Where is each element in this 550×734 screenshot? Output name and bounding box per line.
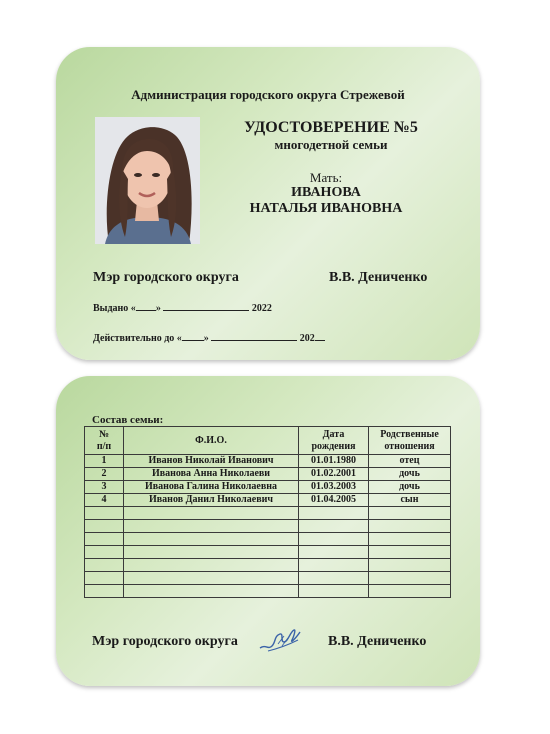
table-row bbox=[85, 481, 451, 494]
empty-cell bbox=[124, 572, 299, 585]
empty-cell bbox=[369, 507, 451, 520]
table-row bbox=[85, 468, 451, 481]
empty-cell bbox=[85, 546, 124, 559]
family-table-header bbox=[85, 427, 451, 455]
mother-given-names: НАТАЛЬЯ ИВАНОВНА bbox=[249, 201, 403, 216]
row-number: 3 bbox=[85, 481, 124, 494]
header-full-name: Ф.И.О. bbox=[124, 427, 299, 455]
row-full-name: Иванов Данил Николаевич bbox=[124, 494, 299, 507]
certificate-title: УДОСТОВЕРЕНИЕ №5 bbox=[244, 119, 418, 136]
mayor-label: Мэр городского округа bbox=[93, 270, 239, 285]
row-number: 2 bbox=[85, 468, 124, 481]
empty-cell bbox=[85, 533, 124, 546]
empty-cell bbox=[124, 520, 299, 533]
table-row-empty bbox=[85, 585, 451, 598]
empty-cell bbox=[85, 520, 124, 533]
row-birth-date: 01.03.2003 bbox=[299, 481, 369, 494]
row-relation: дочь bbox=[369, 481, 451, 494]
valid-year-blank bbox=[315, 331, 325, 341]
issued-year: 2022 bbox=[251, 303, 272, 314]
empty-cell bbox=[85, 507, 124, 520]
valid-year: 202 bbox=[299, 333, 315, 344]
mother-surname: ИВАНОВА bbox=[291, 185, 361, 200]
row-full-name: Иванов Николай Иванович bbox=[124, 455, 299, 468]
empty-cell bbox=[124, 533, 299, 546]
table-row-empty bbox=[85, 546, 451, 559]
empty-cell bbox=[299, 585, 369, 598]
issued-day-blank bbox=[136, 301, 156, 311]
row-birth-date: 01.01.1980 bbox=[299, 455, 369, 468]
row-full-name: Иванова Анна Николаеви bbox=[124, 468, 299, 481]
empty-cell bbox=[299, 559, 369, 572]
empty-cell bbox=[369, 546, 451, 559]
empty-cell bbox=[299, 546, 369, 559]
empty-cell bbox=[124, 546, 299, 559]
empty-cell bbox=[369, 572, 451, 585]
table-row-empty bbox=[85, 520, 451, 533]
empty-cell bbox=[124, 585, 299, 598]
row-relation: сын bbox=[369, 494, 451, 507]
table-row-empty bbox=[85, 533, 451, 546]
certificate-front-card bbox=[56, 47, 480, 360]
table-row-empty bbox=[85, 559, 451, 572]
header-number: № п/п bbox=[85, 427, 124, 455]
signature-image bbox=[258, 624, 302, 654]
family-composition-caption: Состав семьи: bbox=[92, 414, 164, 426]
empty-cell bbox=[299, 507, 369, 520]
mayor-label-back: Мэр городского округа bbox=[92, 634, 238, 649]
empty-cell bbox=[369, 585, 451, 598]
certificate-back-card bbox=[56, 376, 480, 686]
valid-prefix: Действительно до « bbox=[93, 333, 182, 344]
empty-cell bbox=[299, 533, 369, 546]
empty-cell bbox=[124, 559, 299, 572]
valid-day-blank bbox=[182, 331, 204, 341]
empty-cell bbox=[85, 585, 124, 598]
mayor-name-back: В.В. Дениченко bbox=[328, 634, 427, 649]
row-relation: отец bbox=[369, 455, 451, 468]
row-number: 4 bbox=[85, 494, 124, 507]
empty-cell bbox=[369, 533, 451, 546]
table-row-empty bbox=[85, 572, 451, 585]
organization-name: Администрация городского округа Стрежевой bbox=[131, 87, 405, 102]
header-birth-date: Дата рождения bbox=[299, 427, 369, 455]
empty-cell bbox=[299, 572, 369, 585]
issued-mid: » bbox=[155, 303, 161, 314]
table-row bbox=[85, 494, 451, 507]
row-birth-date: 01.02.2001 bbox=[299, 468, 369, 481]
issued-month-blank bbox=[163, 301, 249, 311]
empty-rows bbox=[85, 507, 451, 598]
valid-mid: » bbox=[203, 333, 209, 344]
mother-full-name bbox=[221, 185, 431, 217]
valid-month-blank bbox=[211, 331, 297, 341]
empty-cell bbox=[85, 572, 124, 585]
mayor-name: В.В. Дениченко bbox=[329, 270, 428, 285]
valid-until-line bbox=[93, 331, 325, 344]
empty-cell bbox=[299, 520, 369, 533]
family-table bbox=[84, 426, 451, 598]
row-relation: дочь bbox=[369, 468, 451, 481]
empty-cell bbox=[124, 507, 299, 520]
empty-cell bbox=[369, 559, 451, 572]
certificate-subtitle: многодетной семьи bbox=[274, 137, 388, 152]
issued-date-line bbox=[93, 301, 272, 314]
issued-prefix: Выдано « bbox=[93, 303, 136, 314]
row-birth-date: 01.04.2005 bbox=[299, 494, 369, 507]
row-full-name: Иванова Галина Николаевна bbox=[124, 481, 299, 494]
header-relation: Родственные отношения bbox=[369, 427, 451, 455]
table-row-empty bbox=[85, 507, 451, 520]
holder-photo bbox=[95, 117, 200, 244]
table-row bbox=[85, 455, 451, 468]
empty-cell bbox=[369, 520, 451, 533]
mother-label: Мать: bbox=[309, 170, 343, 185]
empty-cell bbox=[85, 559, 124, 572]
row-number: 1 bbox=[85, 455, 124, 468]
